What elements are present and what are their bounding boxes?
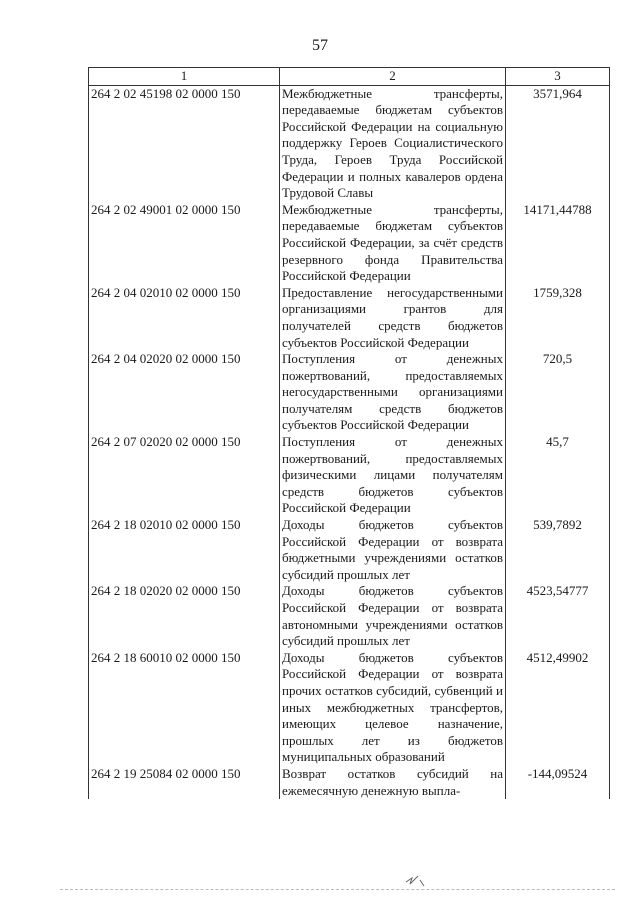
budget-code: 264 2 02 49001 02 0000 150 xyxy=(89,202,280,285)
table-row xyxy=(89,517,610,583)
amount: 539,7892 xyxy=(506,517,610,583)
column-header-amount: 3 xyxy=(506,68,610,86)
page-number: 57 xyxy=(312,37,328,54)
revenue-description: Межбюджетные трансферты, передаваемые бюджетам субъектов Российской Федерации на социальную поддержку Героев Социалистического Труда, Героев Труда Российской Федерации и полных кавалеров ордена Трудовой Славы xyxy=(280,85,506,202)
revenue-description: Доходы бюджетов субъектов Российской Федерации от возврата бюджетными учреждениями остатков субсидий прошлых лет xyxy=(280,517,506,583)
budget-code: 264 2 18 60010 02 0000 150 xyxy=(89,650,280,766)
table-row xyxy=(89,351,610,434)
budget-code: 264 2 07 02020 02 0000 150 xyxy=(89,434,280,517)
amount: 4523,54777 xyxy=(506,583,610,649)
budget-code: 264 2 18 02010 02 0000 150 xyxy=(89,517,280,583)
table-row xyxy=(89,285,610,351)
table-row xyxy=(89,85,610,202)
column-header-description: 2 xyxy=(280,68,506,86)
amount: 4512,49902 xyxy=(506,650,610,766)
amount: 14171,44788 xyxy=(506,202,610,285)
pen-mark-icon xyxy=(404,872,426,888)
budget-code: 264 2 04 02010 02 0000 150 xyxy=(89,285,280,351)
revenue-description: Межбюджетные трансферты, передаваемые бюджетам субъектов Российской Федерации, за счёт средств резервного фонда Правительства Российской Федерации xyxy=(280,202,506,285)
amount: -144,09524 xyxy=(506,766,610,799)
revenue-description: Доходы бюджетов субъектов Российской Федерации от возврата автономными учреждениями остатков субсидий прошлых лет xyxy=(280,583,506,649)
amount: 45,7 xyxy=(506,434,610,517)
revenue-description: Предоставление негосударственными организациями грантов для получателей средств бюджетов субъектов Российской Федерации xyxy=(280,285,506,351)
amount: 720,5 xyxy=(506,351,610,434)
revenue-description: Доходы бюджетов субъектов Российской Федерации от возврата прочих остатков субсидий, субвенций и иных межбюджетных трансфертов, имеющих целевое назначение, прошлых лет из бюджетов муниципальных образований xyxy=(280,650,506,766)
table-row xyxy=(89,434,610,517)
table-row xyxy=(89,202,610,285)
revenue-description: Поступления от денежных пожертвований, предоставляемых негосударственными организациями получателям средств бюджетов субъектов Российской Федерации xyxy=(280,351,506,434)
column-header-code: 1 xyxy=(89,68,280,86)
amount: 1759,328 xyxy=(506,285,610,351)
table-header-row xyxy=(89,68,610,86)
revenue-description: Возврат остатков субсидий на ежемесячную денежную выпла- xyxy=(280,766,506,799)
budget-code: 264 2 04 02020 02 0000 150 xyxy=(89,351,280,434)
budget-code: 264 2 02 45198 02 0000 150 xyxy=(89,85,280,202)
budget-code: 264 2 18 02020 02 0000 150 xyxy=(89,583,280,649)
revenue-description: Поступления от денежных пожертвований, предоставляемых физическими лицами получателям средств бюджетов субъектов Российской Федерации xyxy=(280,434,506,517)
table-row xyxy=(89,583,610,649)
table-row xyxy=(89,650,610,766)
page-bottom-edge xyxy=(60,889,615,890)
amount: 3571,964 xyxy=(506,85,610,202)
table-row xyxy=(89,766,610,799)
budget-code: 264 2 19 25084 02 0000 150 xyxy=(89,766,280,799)
budget-revenue-table xyxy=(88,67,610,799)
